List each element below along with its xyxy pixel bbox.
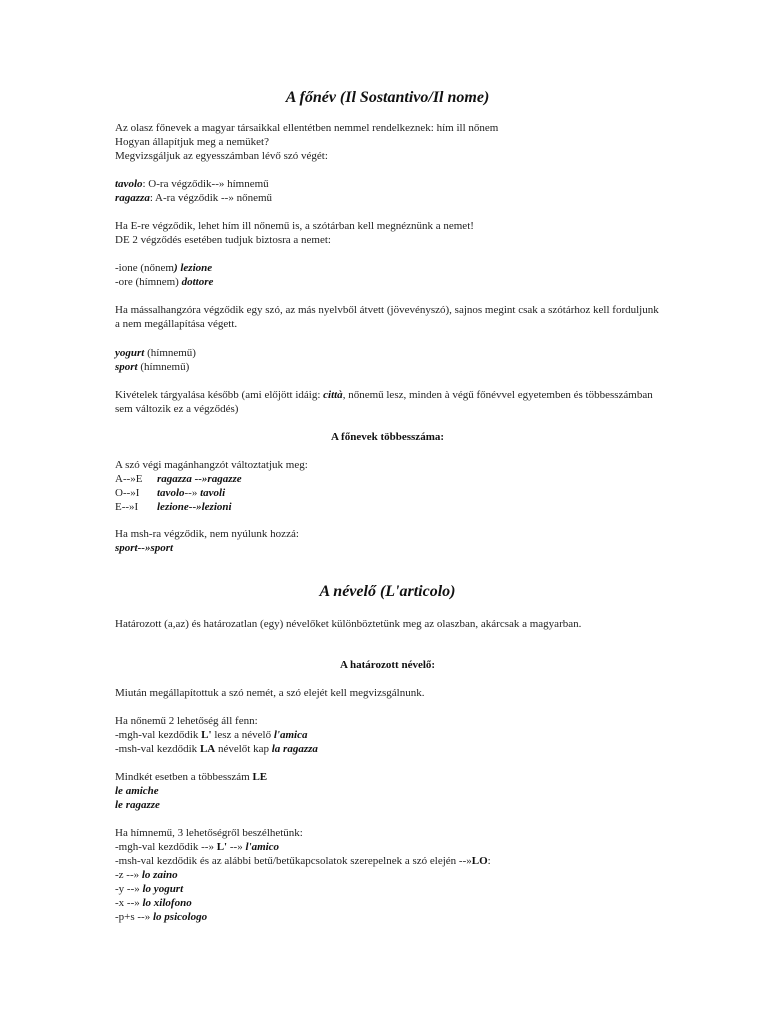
gender-examples <box>115 177 660 205</box>
consonant-examples <box>115 346 660 374</box>
lo-example: -p+s --» lo psicologo <box>115 911 208 923</box>
suffix-item: -ore (hímnem) dottore <box>115 276 214 288</box>
plural-rule: A--»E ragazza --»ragazze <box>115 473 242 485</box>
consonant-paragraph: Ha mássalhangzóra végződik egy szó, az más nyelvből átvett (jövevényszó), sajnos megint csak a szótárhoz kell forduljunk a nem megállapítása végett. <box>115 304 659 330</box>
msh-example: sport--»sport <box>115 542 174 554</box>
msh-line: Ha msh-ra végződik, nem nyúlunk hozzá: <box>115 528 299 540</box>
definite-intro-line: Miután megállapítottuk a szó nemét, a szó elejét kell megvizsgálnunk. <box>115 687 425 699</box>
e-ending-line: Ha E-re végződik, lehet hím ill nőnemű is, a szótárban kell megnéznünk a nemet! <box>115 220 474 232</box>
gender-example: tavolo: O-ra végződik--» hímnemű <box>115 178 269 190</box>
feminine-heading: Ha nőnemű 2 lehetőség áll fenn: <box>115 715 258 727</box>
suffix-list <box>115 261 660 289</box>
plural-rule: E--»I lezione--»lezioni <box>115 501 232 513</box>
suffix-item: -ione (nőnem) lezione <box>115 262 213 274</box>
intro-line: Megvizsgáljuk az egyesszámban lévő szó végét: <box>115 150 328 162</box>
e-ending-paragraph <box>115 219 660 247</box>
masculine-rule: -msh-val kezdődik és az alábbi betű/betűkapcsolatok szerepelnek a szó elején --»LO: <box>115 855 491 867</box>
gender-example: ragazza: A-ra végződik --» nőnemű <box>115 192 273 204</box>
feminine-rules <box>115 714 660 756</box>
definite-intro <box>115 686 660 700</box>
feminine-plural <box>115 770 660 812</box>
feminine-plural-example: le amiche <box>115 785 159 797</box>
feminine-rule: -mgh-val kezdődik L' lesz a névelő l'amica <box>115 729 308 741</box>
consonant-example: sport (hímnemű) <box>115 361 190 373</box>
exception-paragraph: Kivételek tárgyalása később (ami előjött idáig: città, nőnemű lesz, minden à végű főnévvel egyetemben és többesszámban sem változik ez a végződés) <box>115 389 653 415</box>
plural-rule: O--»I tavolo--» tavoli <box>115 487 226 499</box>
intro-paragraph <box>115 121 660 163</box>
consonant-example: yogurt (hímnemű) <box>115 347 196 359</box>
masculine-heading: Ha hímnemű, 3 lehetőségről beszélhetünk: <box>115 827 303 839</box>
msh-rule <box>115 527 660 555</box>
lo-example: -y --» lo yogurt <box>115 883 184 895</box>
plural-intro: A szó végi magánhangzót változtatjuk meg: <box>115 459 308 471</box>
feminine-plural-example: le ragazze <box>115 799 160 811</box>
feminine-plural-line: Mindkét esetben a többesszám LE <box>115 771 268 783</box>
lo-example: -x --» lo xilofono <box>115 897 192 909</box>
masculine-rule: -mgh-val kezdődik --» L' --» l'amico <box>115 841 280 853</box>
noun-section-title: A főnév (Il Sostantivo/Il nome) <box>285 89 490 106</box>
plural-rules <box>115 458 660 514</box>
feminine-rule: -msh-val kezdődik LA névelőt kap la ragazza <box>115 743 318 755</box>
lo-example: -z --» lo zaino <box>115 869 178 881</box>
e-ending-line: DE 2 végződés esetében tudjuk biztosra a nemet: <box>115 234 331 246</box>
masculine-rules <box>115 826 660 924</box>
intro-line: Az olasz főnevek a magyar társaikkal ellentétben nemmel rendelkeznek: hím ill nőnem <box>115 122 499 134</box>
article-section-title: A névelő (L'articolo) <box>319 583 456 600</box>
plural-heading: A főnevek többesszáma: <box>330 431 445 443</box>
article-intro: Határozott (a,az) és határozatlan (egy) névelőket különböztetünk meg az olaszban, akárcsak a magyarban. <box>115 618 582 630</box>
definite-article-heading: A határozott névelő: <box>339 659 436 671</box>
intro-line: Hogyan állapítjuk meg a nemüket? <box>115 136 269 148</box>
